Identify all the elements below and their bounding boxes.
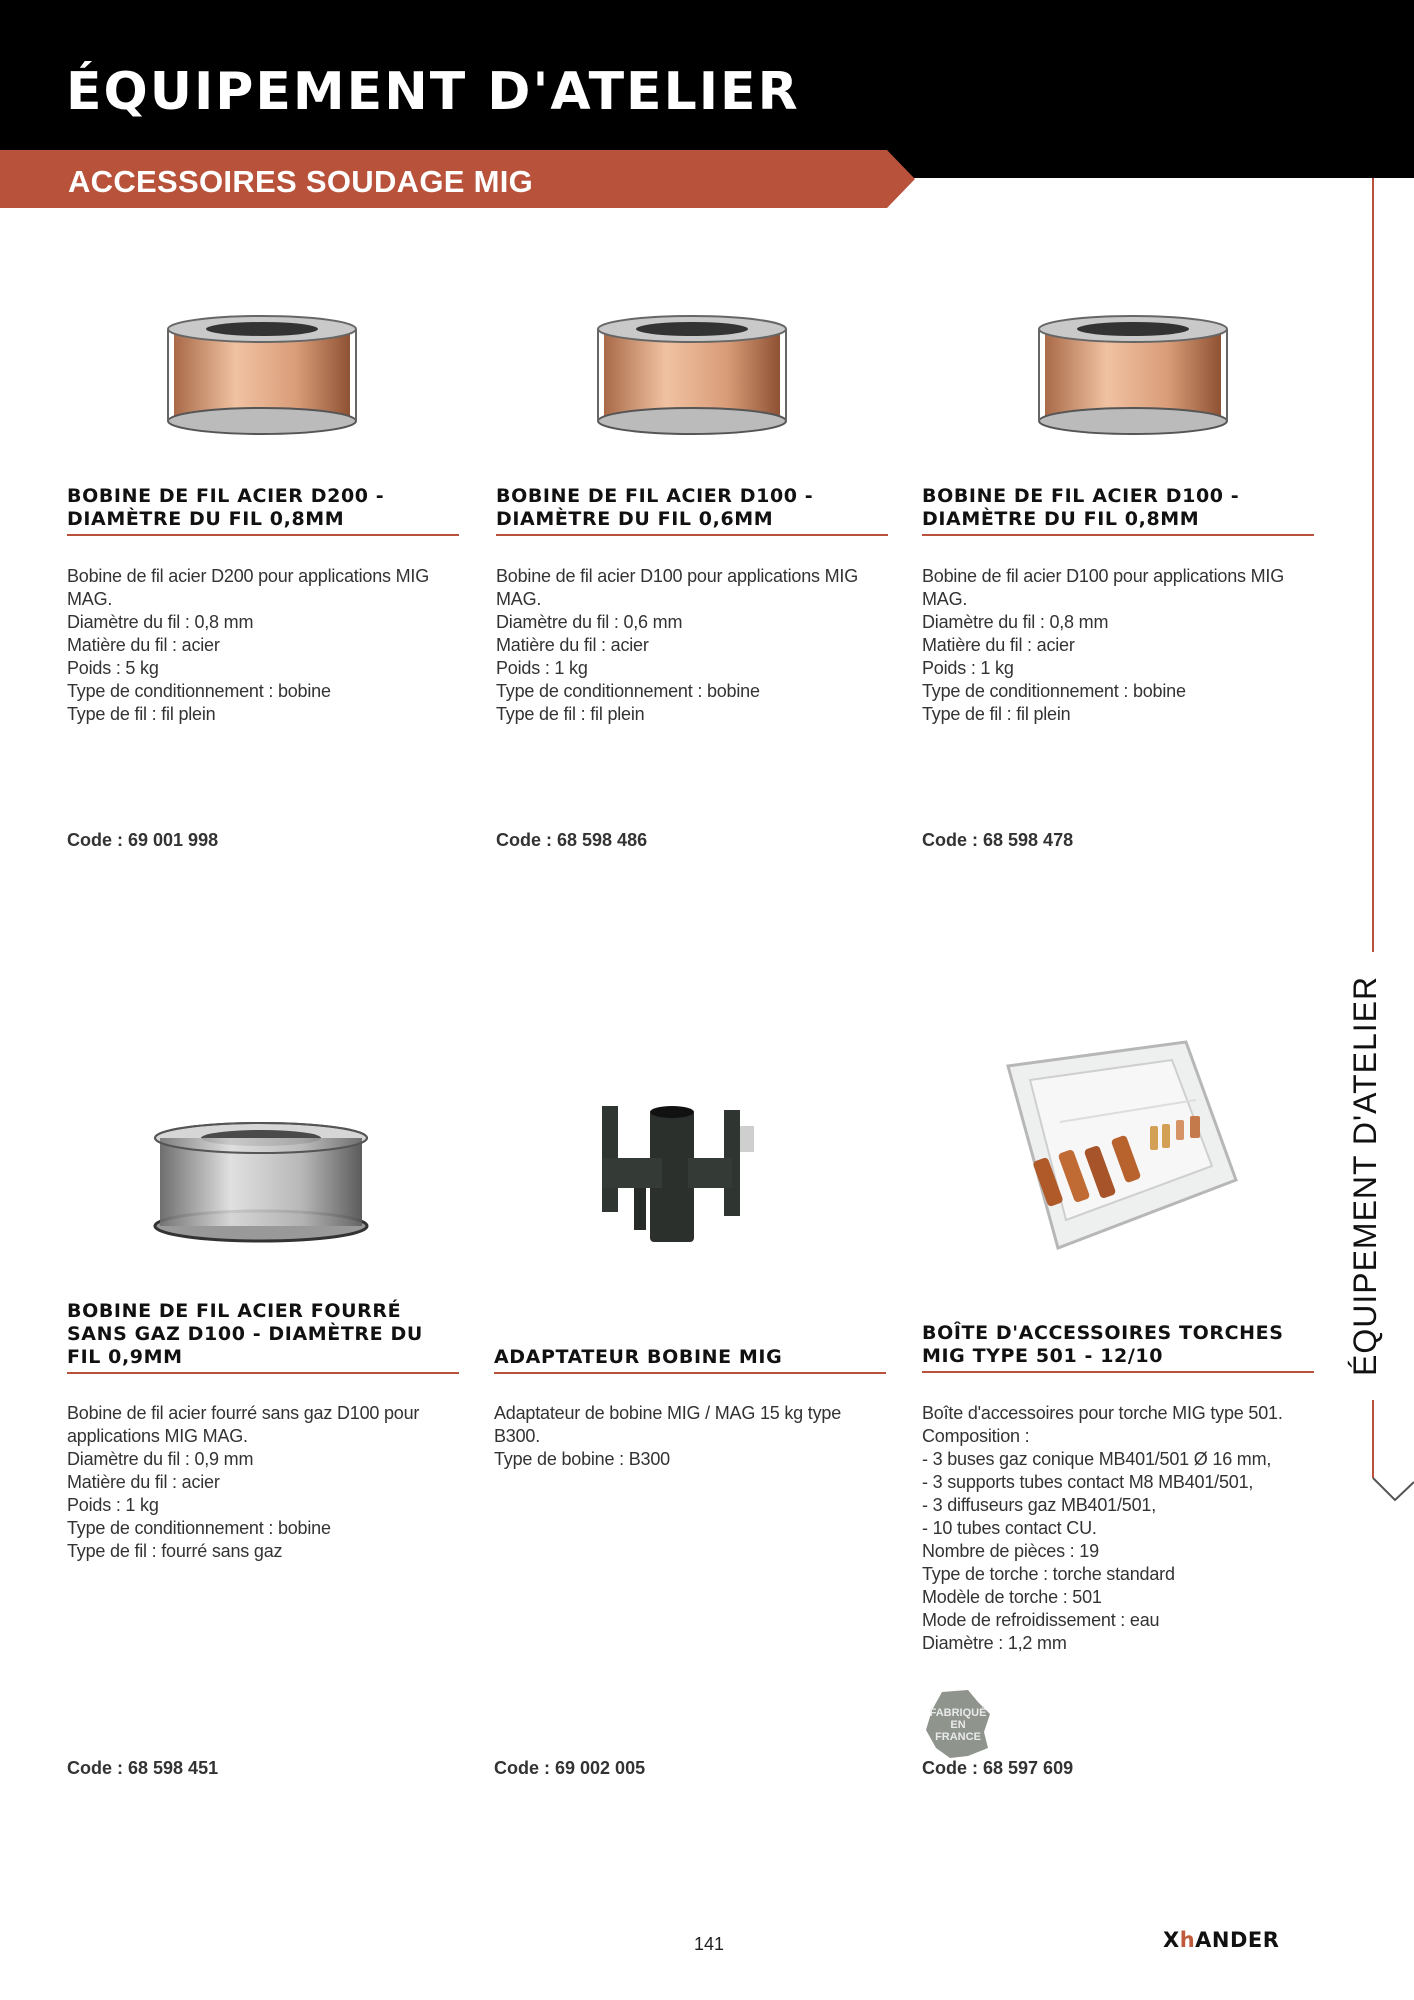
accessory-box-image: [1000, 1030, 1240, 1270]
description-line: Type de fil : fil plein: [922, 704, 1071, 724]
description-line: Composition :: [922, 1426, 1030, 1446]
steel-wire-spool-image: [150, 1114, 372, 1246]
description-line: Type de fil : fil plein: [67, 704, 216, 724]
badge-line: FRANCE: [935, 1731, 981, 1743]
description-line: Poids : 1 kg: [922, 658, 1014, 678]
product-description: [494, 1402, 889, 1471]
description-line: - 3 buses gaz conique MB401/501 Ø 16 mm,: [922, 1449, 1272, 1469]
side-section-label: ÉQUIPEMENT D'ATELIER: [1347, 975, 1383, 1376]
product-title: BOBINE DE FIL ACIER D100 - DIAMÈTRE DU FIL 0,8MM: [922, 485, 1314, 536]
badge-line: FABRIQUÉ: [929, 1707, 987, 1719]
description-line: - 10 tubes contact CU.: [922, 1518, 1097, 1538]
product-title: BOBINE DE FIL ACIER D100 - DIAMÈTRE DU FIL 0,6MM: [496, 485, 888, 536]
product-code: Code : 68 598 486: [496, 830, 648, 850]
description-line: Type de conditionnement : bobine: [67, 1518, 331, 1538]
description-line: Type de conditionnement : bobine: [67, 681, 331, 701]
description-line: Nombre de pièces : 19: [922, 1541, 1099, 1561]
badge-line: EN: [950, 1719, 966, 1731]
description-line: Modèle de torche : 501: [922, 1587, 1102, 1607]
description-line: Poids : 5 kg: [67, 658, 159, 678]
brand-logo-part: X: [1163, 1928, 1180, 1952]
product-description: [922, 565, 1317, 726]
description-line: Matière du fil : acier: [67, 635, 220, 655]
description-line: Bobine de fil acier D100 pour applications MIG MAG.: [922, 566, 1289, 609]
description-line: Type de fil : fil plein: [496, 704, 645, 724]
brand-logo-part: ANDER: [1195, 1928, 1280, 1952]
page-title: ÉQUIPEMENT D'ATELIER: [66, 62, 800, 122]
description-line: Adaptateur de bobine MIG / MAG 15 kg type B300.: [494, 1403, 846, 1446]
copper-wire-spool-image: [592, 309, 792, 441]
description-line: Diamètre du fil : 0,8 mm: [922, 612, 1109, 632]
product-description: [496, 565, 891, 726]
product-description: [922, 1402, 1317, 1655]
description-line: Bobine de fil acier D100 pour applications MIG MAG.: [496, 566, 863, 609]
description-line: Poids : 1 kg: [496, 658, 588, 678]
product-description: [67, 1402, 462, 1563]
description-line: Matière du fil : acier: [496, 635, 649, 655]
description-line: - 3 diffuseurs gaz MB401/501,: [922, 1495, 1157, 1515]
description-line: Bobine de fil acier fourré sans gaz D100 pour applications MIG MAG.: [67, 1403, 425, 1446]
description-line: Boîte d'accessoires pour torche MIG type 501.: [922, 1403, 1283, 1423]
copper-wire-spool-image: [162, 309, 362, 441]
description-line: Bobine de fil acier D200 pour applications MIG MAG.: [67, 566, 434, 609]
description-line: Diamètre du fil : 0,9 mm: [67, 1449, 254, 1469]
product-code: Code : 68 598 451: [67, 1758, 219, 1778]
product-code: Code : 69 001 998: [67, 830, 219, 850]
description-line: Type de conditionnement : bobine: [496, 681, 760, 701]
description-line: Matière du fil : acier: [67, 1472, 220, 1492]
product-title: BOBINE DE FIL ACIER FOURRÉ SANS GAZ D100 - DIAMÈTRE DU FIL 0,9MM: [67, 1300, 459, 1374]
description-line: Diamètre du fil : 0,8 mm: [67, 612, 254, 632]
description-line: Type de fil : fourré sans gaz: [67, 1541, 283, 1561]
brand-logo-accent: h: [1179, 1928, 1196, 1952]
product-title: ADAPTATEUR BOBINE MIG: [494, 1346, 886, 1374]
description-line: - 3 supports tubes contact M8 MB401/501,: [922, 1472, 1254, 1492]
spool-adapter-image: [594, 1100, 774, 1250]
section-title: ACCESSOIRES SOUDAGE MIG: [68, 164, 534, 199]
product-code: Code : 68 598 478: [922, 830, 1074, 850]
description-line: Mode de refroidissement : eau: [922, 1610, 1160, 1630]
description-line: Matière du fil : acier: [922, 635, 1075, 655]
product-title: BOBINE DE FIL ACIER D200 - DIAMÈTRE DU FIL 0,8MM: [67, 485, 459, 536]
description-line: Poids : 1 kg: [67, 1495, 159, 1515]
page-number: 141: [694, 1934, 725, 1954]
description-line: Type de conditionnement : bobine: [922, 681, 1186, 701]
made-in-france-badge: [922, 1688, 994, 1760]
description-line: Diamètre du fil : 0,6 mm: [496, 612, 683, 632]
copper-wire-spool-image: [1033, 309, 1233, 441]
description-line: Type de torche : torche standard: [922, 1564, 1175, 1584]
brand-logo: [1163, 1928, 1279, 1952]
description-line: Type de bobine : B300: [494, 1449, 670, 1469]
product-code: Code : 68 597 609: [922, 1758, 1074, 1778]
product-title: BOÎTE D'ACCESSOIRES TORCHES MIG TYPE 501 - 12/10: [922, 1322, 1314, 1373]
product-description: [67, 565, 462, 726]
description-line: Diamètre : 1,2 mm: [922, 1633, 1067, 1653]
product-code: Code : 69 002 005: [494, 1758, 646, 1778]
